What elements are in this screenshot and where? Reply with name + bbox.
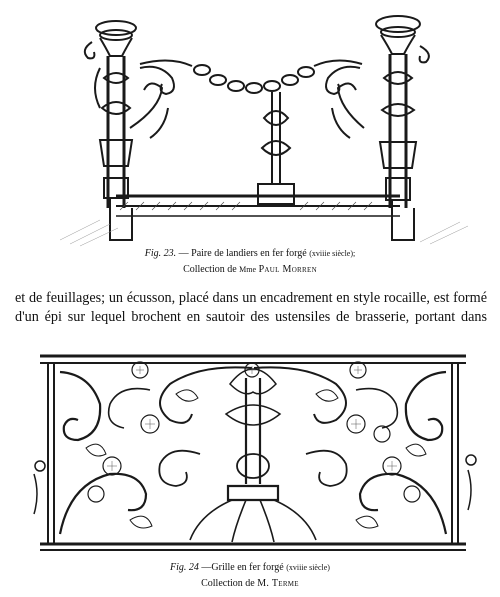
andirons-engraving [0, 8, 500, 248]
figure-23-collection-prefix: Collection de [183, 264, 237, 275]
figure-23-caption: Fig. 23. — Paire de landiers en fer forgé (xviiie siècle); [144, 248, 356, 259]
figure-24-collection-name: M. Terme [257, 578, 299, 589]
grille-engraving [0, 344, 500, 558]
figure-23-collection-title: Mme [239, 265, 257, 274]
figure-24-illustration [0, 344, 500, 558]
body-line-2: d'un épi sur lequel brochent en sautoir des ustensiles de brasserie, portant dans [15, 309, 487, 325]
figure-23-collection-name: Paul Morren [258, 264, 317, 275]
figure-24-century: (xviiie siècle) [286, 563, 330, 572]
figure-24-collection [0, 578, 500, 589]
figure-24-caption [0, 562, 500, 573]
figure-23-collection [0, 264, 500, 275]
figure-23-title: Paire de landiers en fer forgé [191, 248, 307, 259]
figure-23-illustration [0, 8, 500, 248]
figure-23-century: (xviiie siècle); [309, 249, 356, 258]
figure-24-collection-prefix: Collection de [201, 578, 255, 589]
figure-24-number: Fig. 24 [170, 562, 199, 573]
body-line-1: et de feuillages; un écusson, placé dans un encadrement en style rocaille, est formé [15, 290, 487, 306]
figure-23-number: Fig. 23. [144, 248, 177, 259]
figure-24-title: —Grille en fer forgé [201, 562, 284, 573]
body-paragraph [15, 289, 487, 327]
